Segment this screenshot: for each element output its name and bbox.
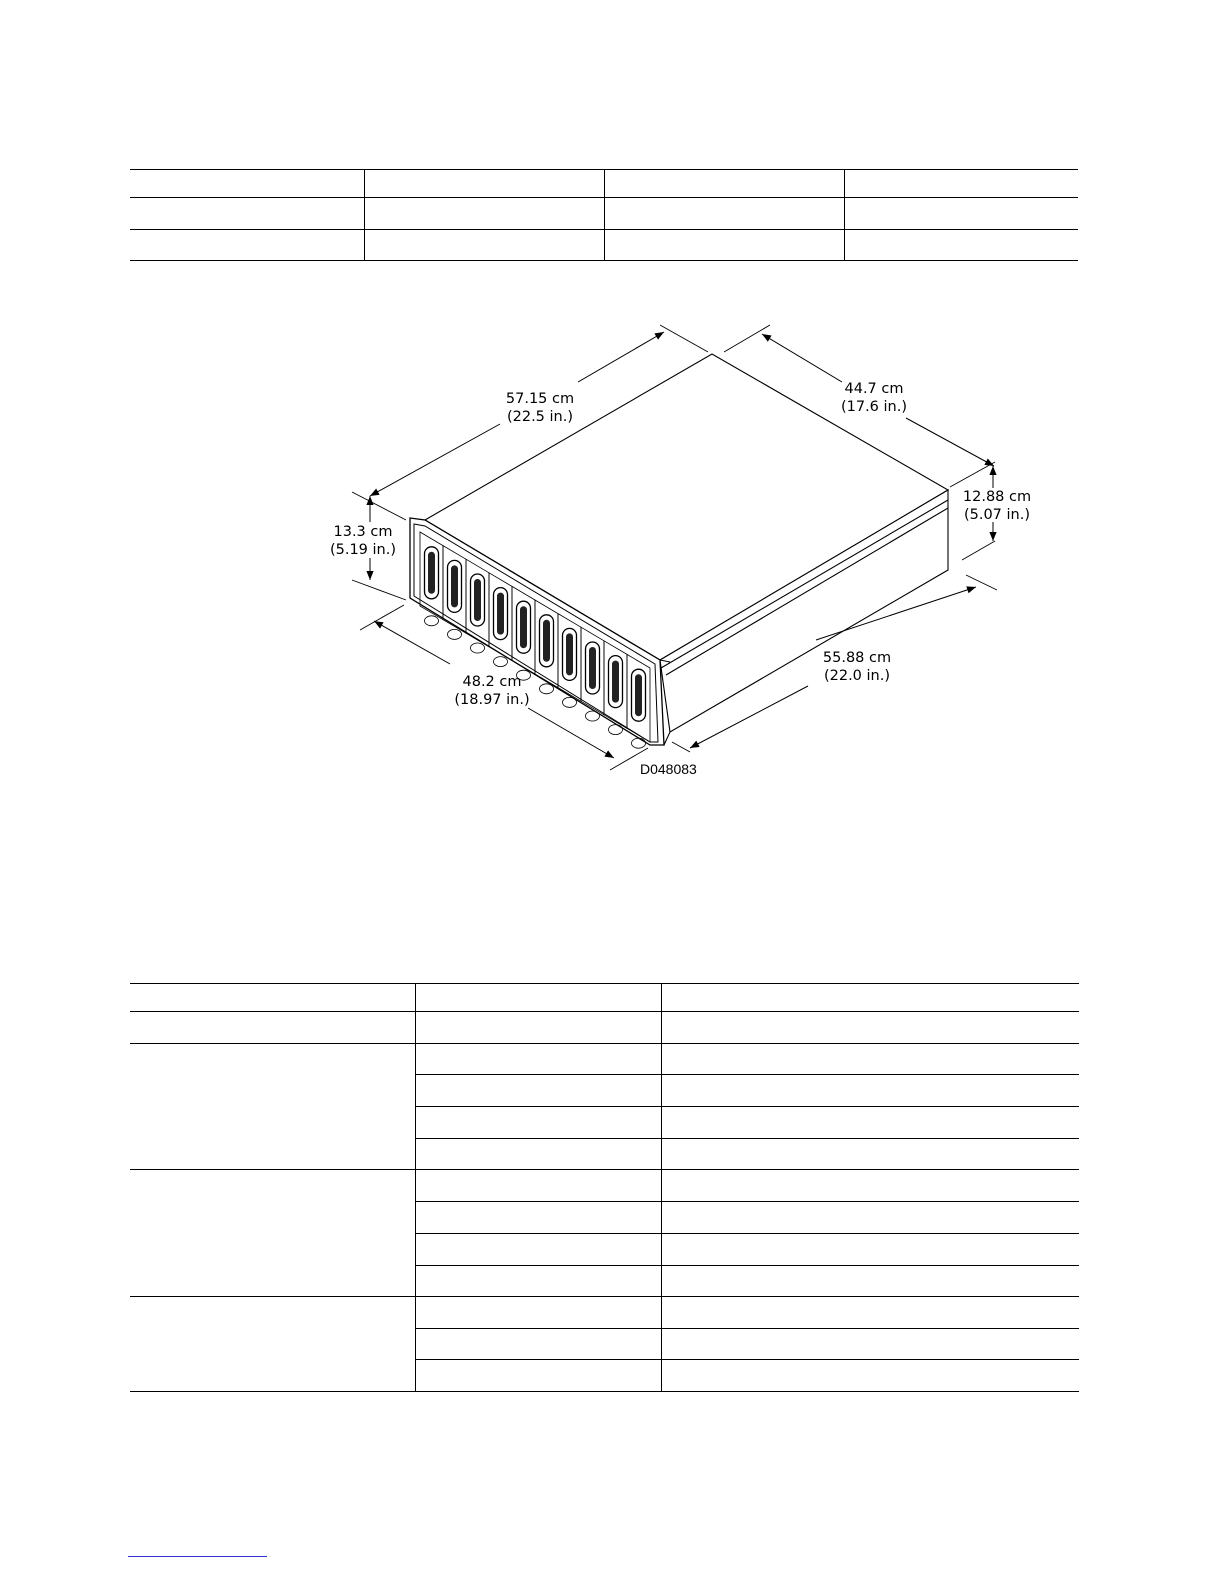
table-rule [130, 1011, 1079, 1012]
figure-id: D048083 [640, 761, 697, 777]
table-rule [415, 1359, 1079, 1360]
table-rule [130, 1391, 1079, 1392]
depth-top-imperial: (22.5 in.) [506, 409, 574, 425]
table-rule [415, 1074, 1079, 1075]
table-rule [415, 1265, 1079, 1266]
dimension-line-width-front [374, 621, 450, 664]
depth-bottom-metric: 55.88 cm [822, 650, 892, 666]
table-rule [130, 1043, 1079, 1044]
table-rule [415, 1106, 1079, 1107]
table-rule [415, 1201, 1079, 1202]
height-left-imperial: (5.19 in.) [329, 542, 397, 558]
depth-bottom-imperial: (22.0 in.) [823, 668, 891, 684]
table-rule [130, 1296, 1079, 1297]
height-right-imperial: (5.07 in.) [963, 507, 1031, 523]
table-rule [415, 1328, 1079, 1329]
depth-top-metric: 57.15 cm [505, 391, 575, 407]
table-divider [415, 983, 416, 1392]
height-left-metric: 13.3 cm [333, 524, 393, 540]
dimension-line-depth-top [370, 424, 500, 496]
width-top-imperial: (17.6 in.) [840, 399, 908, 415]
footer-link-underline[interactable] [128, 1556, 267, 1557]
width-front-imperial: (18.97 in.) [454, 692, 530, 708]
height-right-metric: 12.88 cm [962, 489, 1032, 505]
table-divider [661, 983, 662, 1392]
table-rule [415, 1233, 1079, 1234]
width-top-metric: 44.7 cm [844, 381, 904, 397]
table-rule [130, 983, 1079, 984]
table-rule [415, 1138, 1079, 1139]
dimension-line-width-top [762, 334, 842, 382]
table-rule [130, 1169, 1079, 1170]
width-front-metric: 48.2 cm [462, 674, 522, 690]
